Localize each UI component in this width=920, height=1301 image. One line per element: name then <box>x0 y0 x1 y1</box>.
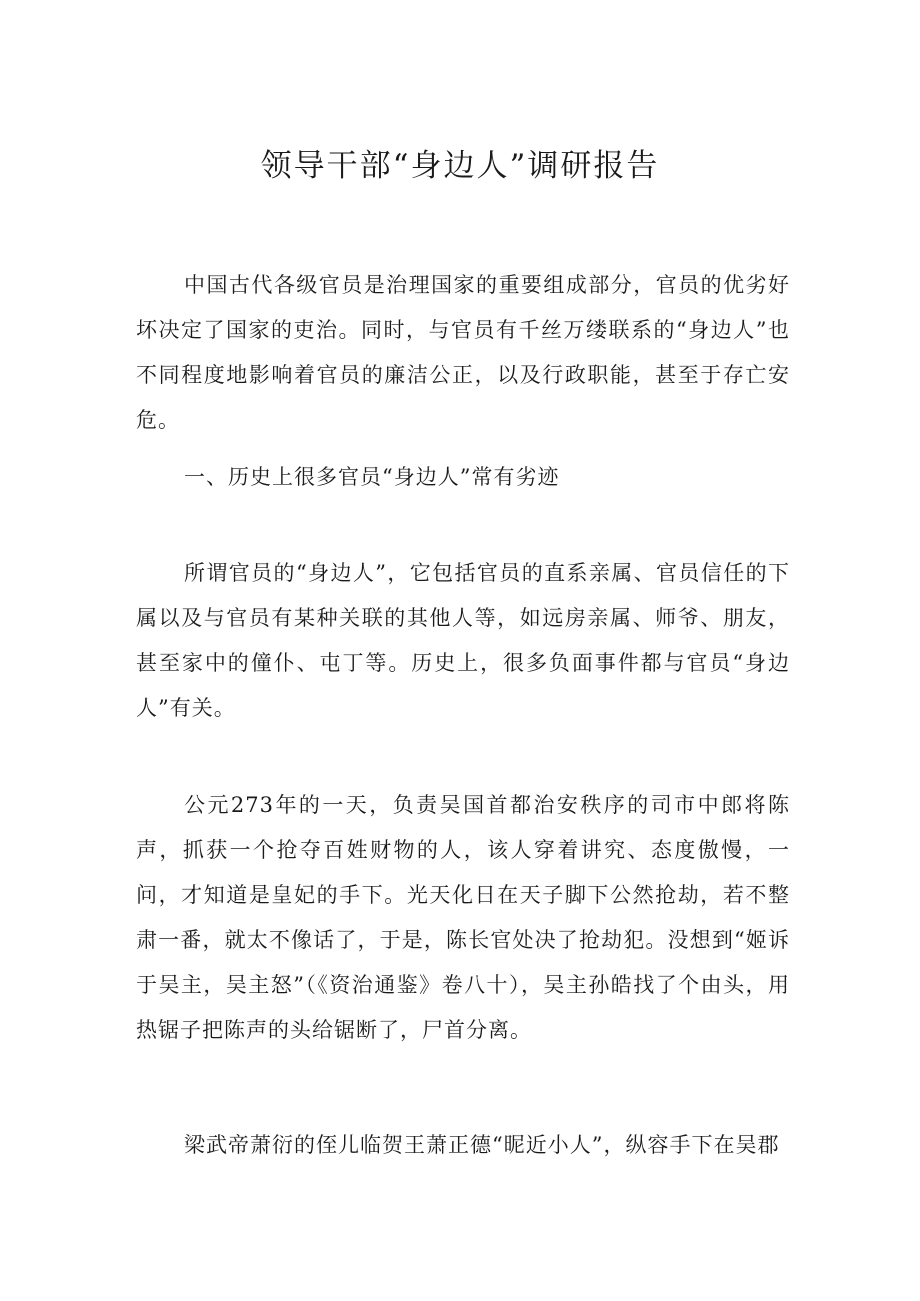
document-title: 领导干部“身边人”调研报告 <box>260 148 660 184</box>
paragraph-definition: 所谓官员的“身边人”，它包括官员的直系亲属、官员信任的下属以及与官员有某种关联的其他人等，如远房亲属、师爷、朋友，甚至家中的僮仆、屯丁等。历史上，很多负面事件都与官员“身边人”有关。 <box>136 561 790 720</box>
paragraph-xiao-zhengde: 梁武帝萧衍的侄儿临贺王萧正德“昵近小人”，纵容手下在吴郡 <box>184 1133 780 1157</box>
paragraph-chen-sheng: 公元273年的一天，负责吴国首都治安秩序的司市中郎将陈声，抓获一个抢夺百姓财物的人，该人穿着讲究、态度傲慢，一问，才知道是皇妃的手下。光天化日在天子脚下公然抢劫，若不整肃一番，就太不像话了，于是，陈长官处决了抢劫犯。没想到“姬诉于吴主，吴主怒”（《资治通鉴》卷八十），吴主孙皓找了个由头，用热锯子把陈声的头给锯断了，尸首分离。 <box>136 793 790 1042</box>
paragraph-intro: 中国古代各级官员是治理国家的重要组成部分，官员的优劣好坏决定了国家的吏治。同时，与官员有千丝万缕联系的“身边人”也不同程度地影响着官员的廉洁公正，以及行政职能，甚至于存亡安危。 <box>136 273 790 432</box>
section-heading-1: 一、历史上很多官员“身边人”常有劣迹 <box>184 465 560 489</box>
